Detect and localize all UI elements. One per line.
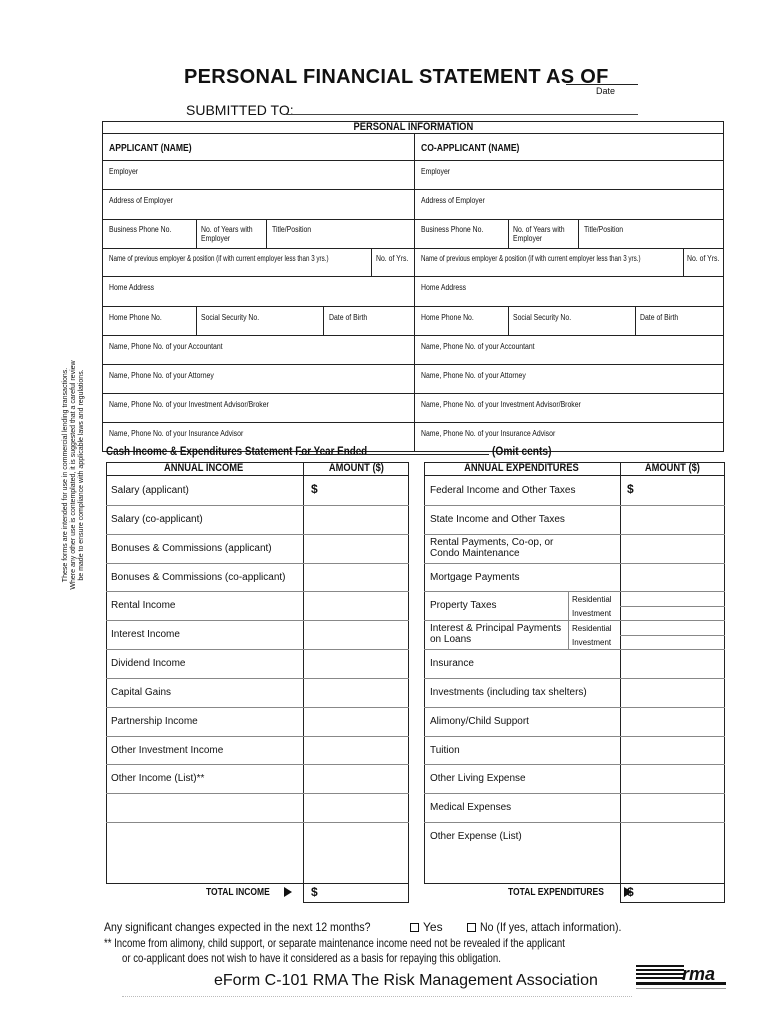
income-amount-field[interactable] xyxy=(303,649,409,678)
arrow-right-icon xyxy=(284,887,292,897)
coapplicant-name-field[interactable]: CO-APPLICANT (NAME) xyxy=(421,143,520,154)
expenditure-row-label: Other Living Expense xyxy=(430,773,526,785)
cell-divider xyxy=(323,306,324,335)
income-header-amount: AMOUNT ($) xyxy=(328,462,384,474)
applicant-home-phone-field[interactable]: Home Phone No. xyxy=(109,313,162,322)
expenditure-amount-field[interactable] xyxy=(620,678,725,707)
no-label: No (If yes, attach information). xyxy=(480,920,622,934)
expenditure-amount-field[interactable] xyxy=(620,764,725,793)
side-disclaimer-line: Where any other use is contemplated, it is suggested that a careful review xyxy=(70,360,77,590)
coapplicant-investment-advisor-field[interactable]: Name, Phone No. of your Investment Advisor/Broker xyxy=(421,400,581,409)
coapplicant-insurance-advisor-field[interactable]: Name, Phone No. of your Insurance Advisor xyxy=(421,429,556,438)
cell-divider xyxy=(196,219,197,248)
income-amount-field[interactable] xyxy=(303,793,409,822)
side-disclaimer xyxy=(62,350,86,600)
income-dollar-sign: $ xyxy=(311,482,318,496)
rma-logo-text: rma xyxy=(682,964,716,984)
cell-divider xyxy=(196,306,197,335)
coapplicant-previous-years-field[interactable]: No. of Yrs. xyxy=(687,254,720,263)
expenditure-row-label: Investments (including tax shelters) xyxy=(430,686,587,698)
coapplicant-home-phone-field[interactable]: Home Phone No. xyxy=(421,313,474,322)
row-divider xyxy=(102,276,724,277)
row-divider xyxy=(102,189,724,190)
submitted-to-field[interactable] xyxy=(286,114,638,115)
income-amount-field[interactable] xyxy=(303,678,409,707)
income-row-label[interactable]: Capital Gains xyxy=(111,686,172,698)
total-income-field[interactable] xyxy=(303,881,409,903)
side-disclaimer-line: be made to ensure compliance with applicable laws and regulations. xyxy=(78,369,85,581)
applicant-employer-field[interactable]: Employer xyxy=(109,167,139,176)
applicant-attorney-field[interactable]: Name, Phone No. of your Attorney xyxy=(109,371,214,380)
checkbox-icon[interactable] xyxy=(410,923,419,932)
rma-logo xyxy=(636,963,728,993)
expenditure-amount-field[interactable] xyxy=(620,534,725,563)
coapplicant-years-employer-field[interactable]: No. of Years with Employer xyxy=(513,225,565,243)
income-amount-field[interactable] xyxy=(303,591,409,620)
expenditure-row-label: Federal Income and Other Taxes xyxy=(430,485,576,496)
footnote-line-1: ** Income from alimony, child support, or separate maintenance income need not be revealed if the applicant xyxy=(104,936,565,950)
row-divider xyxy=(102,393,724,394)
income-amount-field[interactable] xyxy=(303,505,409,534)
row-divider xyxy=(102,422,724,423)
expenditures-dollar-sign: $ xyxy=(627,482,634,496)
income-amount-field[interactable] xyxy=(303,563,409,592)
column-divider xyxy=(414,134,415,452)
date-field-line[interactable] xyxy=(566,84,638,85)
income-header-label: ANNUAL INCOME xyxy=(163,462,244,474)
expenditure-row-label: Medical Expenses xyxy=(430,802,512,814)
no-checkbox[interactable] xyxy=(467,920,641,934)
income-amount-field[interactable] xyxy=(303,764,409,793)
checkbox-icon[interactable] xyxy=(467,923,476,932)
changes-question: Any significant changes expected in the next 12 months? xyxy=(104,920,371,934)
expenditure-row-label: Interest & Principal Payments on Loans xyxy=(430,623,562,646)
applicant-previous-employer-field[interactable]: Name of previous employer & position (if with current employer less than 3 yrs.) xyxy=(109,254,329,263)
coapplicant-title-field[interactable]: Title/Position xyxy=(584,225,624,234)
total-income-label: TOTAL INCOME xyxy=(206,887,292,898)
income-amount-field[interactable] xyxy=(303,620,409,649)
mortgage-residential-label: Residential xyxy=(572,595,612,604)
property-investment-label: Investment xyxy=(572,638,612,647)
expenditure-amount-field[interactable] xyxy=(620,793,725,822)
applicant-insurance-advisor-field[interactable]: Name, Phone No. of your Insurance Advisor xyxy=(109,429,244,438)
income-amount-field[interactable] xyxy=(303,534,409,563)
row-divider xyxy=(102,248,724,249)
coapplicant-accountant-field[interactable]: Name, Phone No. of your Accountant xyxy=(421,342,535,351)
expenditure-amount-field[interactable] xyxy=(620,649,725,678)
expenditures-header-amount: AMOUNT ($) xyxy=(644,462,701,474)
total-income-dollar: $ xyxy=(311,885,318,899)
expenditure-amount-field[interactable] xyxy=(620,505,725,534)
applicant-ssn-field[interactable]: Social Security No. xyxy=(201,313,260,322)
cell-divider xyxy=(635,306,636,335)
income-row-label[interactable]: Other Income (List)** xyxy=(111,773,205,785)
yes-label: Yes xyxy=(423,920,443,934)
page-title: PERSONAL FINANCIAL STATEMENT AS OF xyxy=(184,66,609,88)
personal-info-heading: PERSONAL INFORMATION xyxy=(102,121,724,134)
expenditures-header-label: ANNUAL EXPENDITURES xyxy=(463,462,579,474)
year-ended-field[interactable] xyxy=(299,454,489,455)
expenditure-row-label: Tuition xyxy=(430,744,460,756)
expenditure-row-label: Alimony/Child Support xyxy=(430,715,529,727)
coapplicant-employer-field[interactable]: Employer xyxy=(421,167,451,176)
applicant-years-employer-field[interactable]: No. of Years with Employer xyxy=(201,225,253,243)
expenditure-amount-field[interactable] xyxy=(620,822,725,851)
omit-cents-note: (Omit cents) xyxy=(492,444,552,458)
footnote-line-2: or co-applicant does not wish to have it considered as a basis for repaying this obligation. xyxy=(122,951,501,965)
income-row-label[interactable]: Bonuses & Commissions (applicant) xyxy=(111,542,272,554)
expenditure-row-label: Mortgage Payments xyxy=(430,571,520,583)
expenditure-row-label: Rental Payments, Co-op, or Condo Maintenance xyxy=(430,536,554,559)
expenditure-row-label: Property Taxes xyxy=(430,600,497,612)
coapplicant-ssn-field[interactable]: Social Security No. xyxy=(513,313,572,322)
income-row-label[interactable]: Dividend Income xyxy=(111,658,186,670)
applicant-home-address-field[interactable]: Home Address xyxy=(109,283,155,292)
income-row-label[interactable]: Salary (co-applicant) xyxy=(111,513,203,525)
row-divider xyxy=(620,606,725,607)
income-amount-field[interactable] xyxy=(303,476,409,505)
income-amount-field[interactable] xyxy=(303,736,409,765)
income-row-label[interactable]: Salary (applicant) xyxy=(111,485,189,496)
date-label: Date xyxy=(596,86,616,96)
cell-divider xyxy=(508,219,509,248)
expenditure-row-label: State Income and Other Taxes xyxy=(430,513,565,525)
total-expenditures-field[interactable] xyxy=(620,881,725,903)
submitted-to-label: SUBMITTED TO: xyxy=(186,102,294,118)
income-amount-field[interactable] xyxy=(303,707,409,736)
coapplicant-previous-employer-field[interactable]: Name of previous employer & position (if with current employer less than 3 yrs.) xyxy=(421,254,641,263)
total-expenditures-label: TOTAL EXPENDITURES xyxy=(508,887,632,898)
coapplicant-attorney-field[interactable]: Name, Phone No. of your Attorney xyxy=(421,371,526,380)
total-expenditures-dollar: $ xyxy=(627,885,634,899)
applicant-name-field[interactable]: APPLICANT (NAME) xyxy=(109,143,192,154)
applicant-employer-address-field[interactable]: Address of Employer xyxy=(109,196,173,205)
applicant-accountant-field[interactable]: Name, Phone No. of your Accountant xyxy=(109,342,223,351)
income-row-label[interactable]: Bonuses & Commissions (co-applicant) xyxy=(111,571,286,583)
eform-footer: eForm C-101 RMA The Risk Management Association xyxy=(214,972,598,989)
coapplicant-dob-field[interactable]: Date of Birth xyxy=(640,313,679,322)
yes-checkbox[interactable] xyxy=(410,920,443,934)
rma-logo-graphic xyxy=(636,963,728,993)
income-row-label[interactable]: Partnership Income xyxy=(111,715,198,727)
expenditure-row-label: Other Expense (List) xyxy=(430,831,522,843)
expenditure-row-label: Insurance xyxy=(430,658,474,670)
cell-divider xyxy=(508,306,509,335)
income-row-label[interactable]: Interest Income xyxy=(111,629,180,641)
expenditure-amount-field[interactable] xyxy=(620,707,725,736)
coapplicant-business-phone-field[interactable]: Business Phone No. xyxy=(421,225,484,234)
property-residential-label: Residential xyxy=(572,624,612,633)
applicant-title-field[interactable]: Title/Position xyxy=(272,225,312,234)
row-divider xyxy=(102,160,724,161)
income-amount-field[interactable] xyxy=(303,822,409,851)
coapplicant-home-address-field[interactable]: Home Address xyxy=(421,283,467,292)
applicant-dob-field[interactable]: Date of Birth xyxy=(329,313,368,322)
row-divider xyxy=(620,635,725,636)
row-divider xyxy=(102,335,724,336)
row-divider xyxy=(102,364,724,365)
side-disclaimer-line: These forms are intended for use in commercial lending transactions. xyxy=(62,367,69,583)
expenditure-amount-field[interactable] xyxy=(620,736,725,765)
income-row-label[interactable]: Rental Income xyxy=(111,600,176,612)
applicant-investment-advisor-field[interactable]: Name, Phone No. of your Investment Advisor/Broker xyxy=(109,400,269,409)
footer-dotted-line xyxy=(122,996,632,997)
coapplicant-employer-address-field[interactable]: Address of Employer xyxy=(421,196,485,205)
cash-statement-title: Cash Income & Expenditures Statement For Year Ended xyxy=(106,444,368,458)
expenditure-amount-field[interactable] xyxy=(620,476,725,505)
income-row-label[interactable]: Other Investment Income xyxy=(111,744,224,756)
mortgage-investment-label: Investment xyxy=(572,609,612,618)
applicant-previous-years-field[interactable]: No. of Yrs. xyxy=(376,254,409,263)
expenditure-amount-field[interactable] xyxy=(620,563,725,592)
applicant-business-phone-field[interactable]: Business Phone No. xyxy=(109,225,172,234)
